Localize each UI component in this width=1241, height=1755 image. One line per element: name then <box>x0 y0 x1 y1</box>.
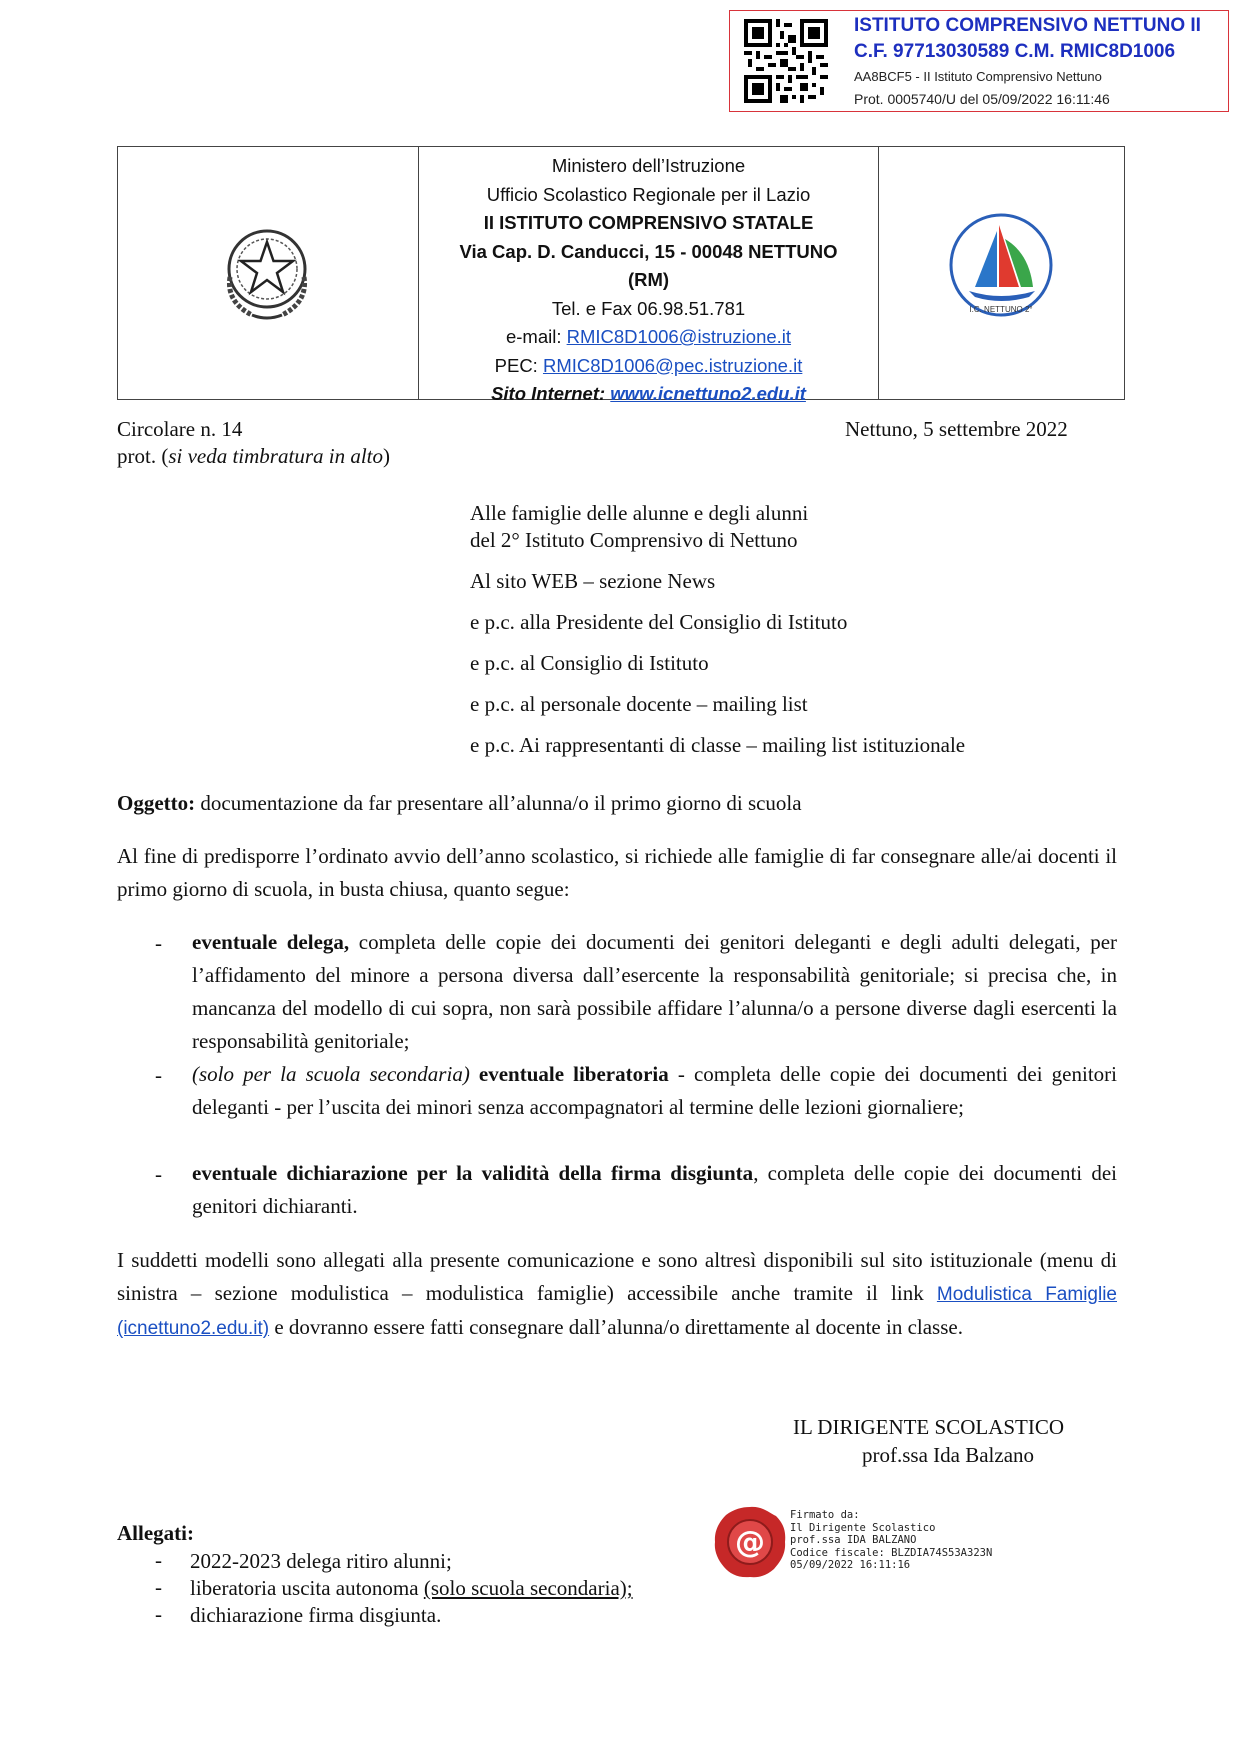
digital-signature-line: Firmato da: <box>790 1509 860 1521</box>
protocol-stamp <box>729 10 1229 112</box>
email-line <box>419 323 878 352</box>
protocol-note-suffix: ) <box>383 444 390 468</box>
modulistica-link[interactable]: Modulistica Famiglie (icnettuno2.edu.it) <box>117 1284 1117 1339</box>
list-item-text: , completa delle copie dei documenti dei genitori dichiaranti. <box>192 1161 1117 1218</box>
digital-seal-icon <box>712 1504 788 1580</box>
signature-role: IL DIRIGENTE SCOLASTICO <box>793 1415 1065 1439</box>
closing-text: I suddetti modelli sono allegati alla presente comunicazione e sono altresì disponibili sul sito istituzionale (menu di sinistra – sezione modulistica – modulistica famiglie) accessibile anche tramite il link <box>117 1248 1117 1305</box>
attachment-dash: - <box>155 1575 162 1599</box>
list-item-bold: eventuale liberatoria <box>469 1062 669 1086</box>
digital-signature-line: Codice fiscale: BLZDIA74S53A323N <box>790 1546 993 1559</box>
attachment-text: 2022-2023 delega ritiro alunni; <box>190 1549 452 1573</box>
list-item-italic: (solo per la scuola secondaria) <box>192 1062 470 1086</box>
letterhead-table <box>117 146 1125 404</box>
signature-name: prof.ssa Ida Balzano <box>862 1443 1035 1467</box>
school-address: Via Cap. D. Canducci, 15 - 00048 NETTUNO <box>459 240 838 262</box>
subject-line <box>117 790 802 816</box>
list-item-firma-disgiunta <box>192 1157 1117 1223</box>
recipient-line: del 2° Istituto Comprensivo di Nettuno <box>470 528 798 552</box>
website-line <box>419 380 878 409</box>
circular-number: Circolare n. 14 <box>117 417 243 441</box>
list-item-text: - completa delle copie dei documenti dei genitori deleganti - per l’uscita dei minori senza accompagnatori al termine delle lezioni giornaliere; <box>192 1062 1117 1119</box>
attachment-text: dichiarazione firma disgiunta. <box>190 1603 442 1627</box>
ministry-name: Ministero dell’Istruzione <box>551 155 746 176</box>
school-address-province: (RM) <box>627 269 670 290</box>
attachment-item <box>190 1575 633 1601</box>
school-phone: Tel. e Fax 06.98.51.781 <box>551 297 746 319</box>
school-logo-icon <box>945 209 1057 321</box>
attachment-dash: - <box>155 1548 162 1572</box>
recipient-line: e p.c. al personale docente – mailing list <box>470 692 808 716</box>
subject-label: Oggetto: <box>117 791 196 815</box>
attachment-underlined: (solo scuola secondaria); <box>423 1576 633 1600</box>
list-dash: - <box>155 1162 162 1186</box>
pec-link[interactable]: RMIC8D1006@pec.istruzione.it <box>542 354 803 376</box>
digital-signature-line: Il Dirigente Scolastico <box>790 1521 936 1534</box>
protocol-note-prefix: prot. ( <box>117 444 169 468</box>
protocol-note <box>117 443 390 469</box>
list-item-bold: eventuale dichiarazione per la validità della firma disgiunta <box>192 1161 754 1185</box>
email-link[interactable]: RMIC8D1006@istruzione.it <box>566 326 792 347</box>
list-item-bold: eventuale delega, <box>192 930 350 954</box>
attachment-item <box>190 1548 452 1574</box>
qr-code-icon <box>744 19 828 103</box>
list-dash: - <box>155 1063 162 1087</box>
attachment-dash: - <box>155 1602 162 1626</box>
closing-text-end: e dovranno essere fatti consegnare dall’alunna/o direttamente al docente in classe. <box>269 1315 963 1339</box>
recipient-line: Al sito WEB – sezione News <box>470 569 716 593</box>
list-dash: - <box>155 931 162 955</box>
list-item-liberatoria <box>192 1058 1117 1124</box>
stamp-institute: ISTITUTO COMPRENSIVO NETTUNO II <box>854 15 1201 36</box>
website-link[interactable]: www.icnettuno2.edu.it <box>610 383 806 404</box>
email-label: e-mail: <box>505 326 567 347</box>
subject-text: documentazione da far presentare all’alunna/o il primo giorno di scuola <box>195 791 802 815</box>
letterhead-center-cell <box>419 147 879 404</box>
attachment-text: liberatoria uscita autonoma <box>190 1576 424 1600</box>
intro-paragraph: Al fine di predisporre l’ordinato avvio dell’anno scolastico, si richiede alle famiglie di far consegnare alle/ai docenti il primo giorno di scuola, in busta chiusa, quanto segue: <box>117 844 1117 901</box>
recipient-line: e p.c. al Consiglio di Istituto <box>470 651 709 675</box>
list-item-text: completa delle copie dei documenti dei genitori deleganti e degli adulti delegati, per l’affidamento del minore a persona diversa dall’esercente la responsabilità genitoriale; si precisa che, in mancanza del modello di cui sopra, non sarà possibile affidare l’alunna/o a persone diverse dagli esercenti la responsabilità genitoriale; <box>192 930 1118 1053</box>
digital-signature-line: 05/09/2022 16:11:16 <box>790 1559 911 1571</box>
protocol-note-italic: si veda timbratura in alto <box>168 444 383 468</box>
stamp-aoo: AA8BCF5 - II Istituto Comprensivo Nettuno <box>854 69 1102 84</box>
attachment-item <box>190 1602 441 1628</box>
letterhead-right-cell <box>879 147 1124 399</box>
digital-signature-text <box>790 1509 992 1572</box>
school-logo-text: I.C. NETTUNO 2° <box>969 305 1033 314</box>
website-label: Sito Internet: <box>491 383 611 404</box>
list-item-delega <box>192 926 1117 1058</box>
pec-label: PEC: <box>494 354 543 376</box>
place-and-date: Nettuno, 5 settembre 2022 <box>845 417 1068 441</box>
regional-office: Ufficio Scolastico Regionale per il Lazio <box>486 183 811 205</box>
attachments-label: Allegati: <box>117 1521 194 1545</box>
closing-paragraph <box>117 1244 1117 1345</box>
italian-republic-emblem-icon <box>212 217 322 327</box>
digital-signature-line: prof.ssa IDA BALZANO <box>790 1534 917 1546</box>
svg-text:@: @ <box>735 1525 765 1560</box>
recipient-line: Alle famiglie delle alunne e degli alunni <box>470 501 809 525</box>
school-name: II ISTITUTO COMPRENSIVO STATALE <box>483 212 814 233</box>
pec-line <box>419 352 878 381</box>
letterhead-left-cell <box>118 147 419 399</box>
stamp-codes: C.F. 97713030589 C.M. RMIC8D1006 <box>854 41 1176 62</box>
stamp-protocol: Prot. 0005740/U del 05/09/2022 16:11:46 <box>854 91 1110 107</box>
recipient-line: e p.c. alla Presidente del Consiglio di Istituto <box>470 610 848 634</box>
recipient-line: e p.c. Ai rappresentanti di classe – mailing list istituzionale <box>470 733 966 757</box>
